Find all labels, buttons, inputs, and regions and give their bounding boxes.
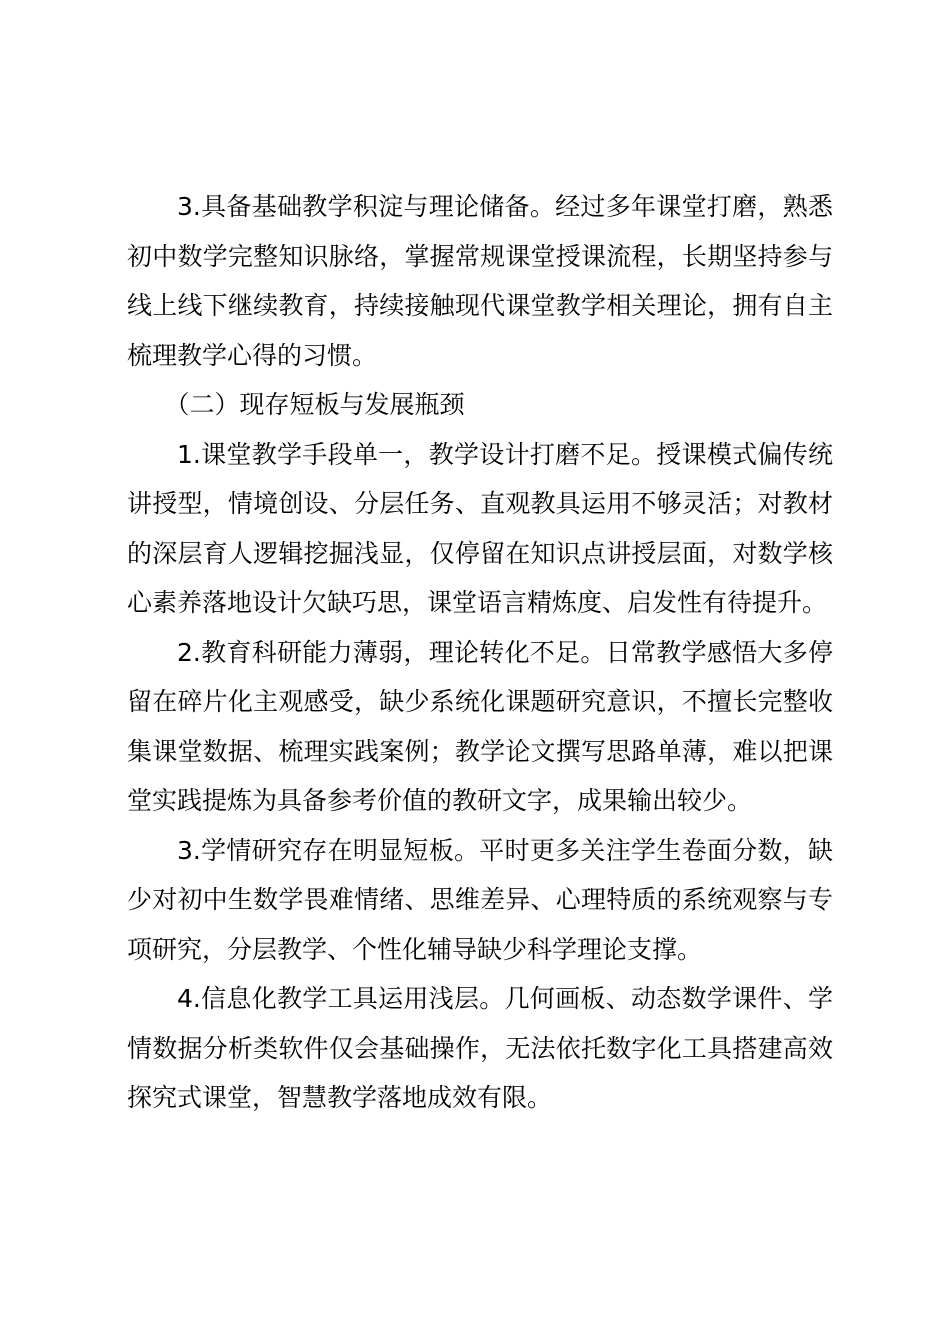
document-page: [127, 182, 833, 1123]
paragraph-teaching-methods: 1.课堂教学手段单一，教学设计打磨不足。授课模式偏传统讲授型，情境创设、分层任务、直观教具运用不够灵活；对教材的深层育人逻辑挖掘浅显，仅停留在知识点讲授层面，对数学核心素养落地设计欠缺巧思，课堂语言精炼度、启发性有待提升。: [127, 439, 833, 617]
paragraph-it-tools: 4.信息化教学工具运用浅层。几何画板、动态数学课件、学情数据分析类软件仅会基础操作，无法依托数字化工具搭建高效探究式课堂，智慧教学落地成效有限。: [127, 984, 833, 1112]
paragraph-research-ability: 2.教育科研能力薄弱，理论转化不足。日常教学感悟大多停留在碎片化主观感受，缺少系统化课题研究意识，不擅长完整收集课堂数据、梳理实践案例；教学论文撰写思路单薄，难以把课堂实践提炼为具备参考价值的教研文字，成果输出较少。: [127, 637, 833, 815]
section-heading-shortcomings: （二）现存短板与发展瓶颈: [164, 390, 465, 419]
paragraph-student-analysis: 3.学情研究存在明显短板。平时更多关注学生卷面分数，缺少对初中生数学畏难情绪、思维差异、心理特质的系统观察与专项研究，分层教学、个性化辅导缺少科学理论支撑。: [127, 835, 833, 964]
paragraph-foundation-reserve: 3.具备基础教学积淀与理论储备。经过多年课堂打磨，熟悉初中数学完整知识脉络，掌握常规课堂授课流程，长期坚持参与线上线下继续教育，持续接触现代课堂教学相关理论，拥有自主梳理教学心得的习惯。: [127, 192, 833, 370]
